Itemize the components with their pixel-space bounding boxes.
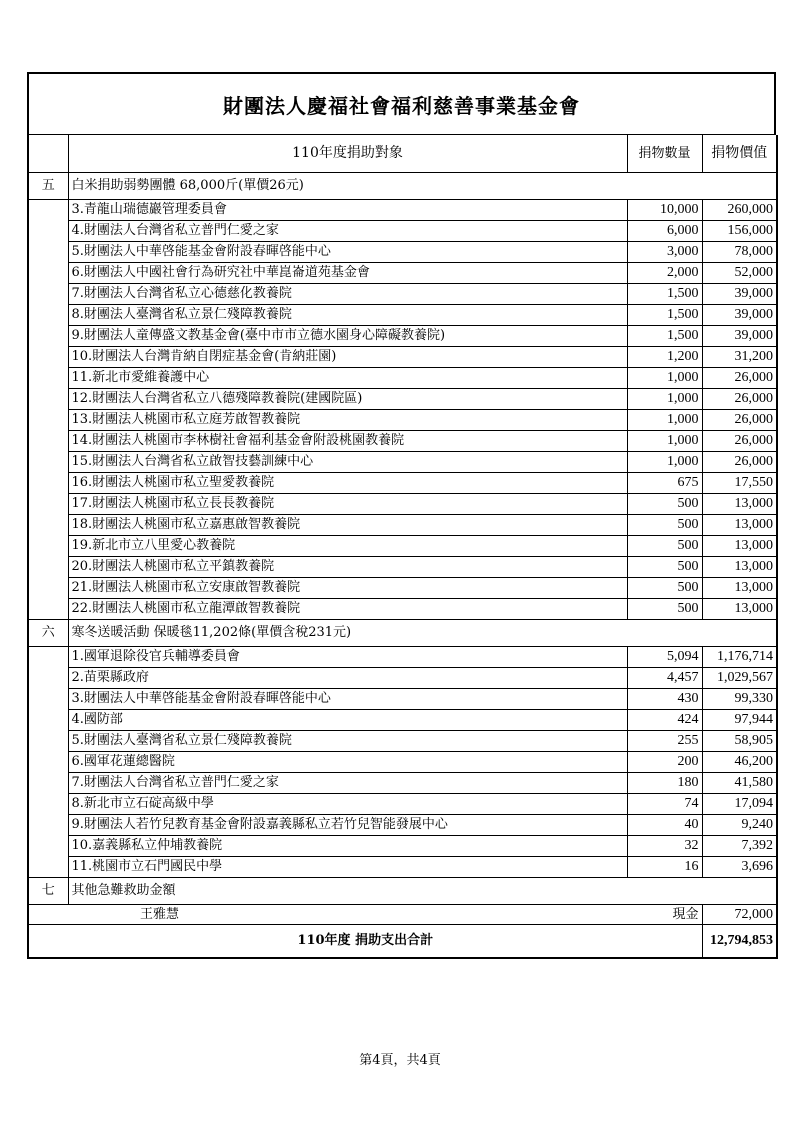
donation-value: 13,000 <box>702 514 777 535</box>
donation-value: 39,000 <box>702 325 777 346</box>
recipient-name: 22.財團法人桃園市私立龍潭啟智教養院 <box>68 598 627 619</box>
section-blank-cell <box>28 346 68 367</box>
donation-quantity: 180 <box>627 772 702 793</box>
donation-quantity: 2,000 <box>627 262 702 283</box>
table-row <box>28 388 777 409</box>
donation-quantity: 5,094 <box>627 646 702 667</box>
donation-quantity: 40 <box>627 814 702 835</box>
section-blank-cell <box>28 493 68 514</box>
recipient-name: 7.財團法人台灣省私立心德慈化教養院 <box>68 283 627 304</box>
table-row <box>28 514 777 535</box>
section-row <box>28 877 777 904</box>
header-section-cell <box>28 135 68 172</box>
section-blank-cell <box>28 772 68 793</box>
donation-quantity: 1,000 <box>627 388 702 409</box>
section-blank-cell <box>28 751 68 772</box>
donation-value: 58,905 <box>702 730 777 751</box>
section-number: 五 <box>28 172 68 199</box>
section-blank-cell <box>28 388 68 409</box>
section-blank-cell <box>28 451 68 472</box>
recipient-name: 10.嘉義縣私立仲埔教養院 <box>68 835 627 856</box>
recipient-name: 11.新北市愛維養護中心 <box>68 367 627 388</box>
recipient-name: 3.青龍山瑞德巖管理委員會 <box>68 199 627 220</box>
donation-quantity: 430 <box>627 688 702 709</box>
recipient-name: 1.國軍退除役官兵輔導委員會 <box>68 646 627 667</box>
donation-value: 78,000 <box>702 241 777 262</box>
donation-value: 1,029,567 <box>702 667 777 688</box>
section-label: 白米捐助弱勢團體 68,000斤(單價26元) <box>68 172 777 199</box>
table-header-row <box>28 135 777 172</box>
recipient-name: 5.財團法人臺灣省私立景仁殘障教養院 <box>68 730 627 751</box>
donation-quantity: 6,000 <box>627 220 702 241</box>
section-blank-cell <box>28 598 68 619</box>
recipient-name: 5.財團法人中華啓能基金會附設春暉啓能中心 <box>68 241 627 262</box>
table-row <box>28 835 777 856</box>
section-number: 七 <box>28 877 68 904</box>
total-row <box>28 924 777 958</box>
section-blank-cell <box>28 535 68 556</box>
header-object: 110年度捐助對象 <box>68 135 627 172</box>
donation-value: 13,000 <box>702 577 777 598</box>
donation-value: 3,696 <box>702 856 777 877</box>
donation-quantity: 16 <box>627 856 702 877</box>
recipient-name: 17.財團法人桃園市私立長長教養院 <box>68 493 627 514</box>
donation-value: 17,094 <box>702 793 777 814</box>
table-row <box>28 451 777 472</box>
donation-quantity: 1,000 <box>627 367 702 388</box>
table-row <box>28 646 777 667</box>
table-row <box>28 220 777 241</box>
donation-quantity: 1,000 <box>627 409 702 430</box>
recipient-name: 3.財團法人中華啓能基金會附設春暉啓能中心 <box>68 688 627 709</box>
table-row <box>28 598 777 619</box>
donation-quantity: 675 <box>627 472 702 493</box>
section-blank-cell <box>28 709 68 730</box>
recipient-name: 9.財團法人若竹兒教育基金會附設嘉義縣私立若竹兒智能發展中心 <box>68 814 627 835</box>
table-row <box>28 667 777 688</box>
section-blank-cell <box>28 688 68 709</box>
section-blank-cell <box>28 514 68 535</box>
donation-value: 41,580 <box>702 772 777 793</box>
section-blank-cell <box>28 730 68 751</box>
section-blank-cell <box>28 304 68 325</box>
donation-value: 26,000 <box>702 388 777 409</box>
section-label: 寒冬送暖活動 保暖毯11,202條(單價含稅231元) <box>68 619 777 646</box>
recipient-name: 15.財團法人台灣省私立啟智技藝訓練中心 <box>68 451 627 472</box>
section-blank-cell <box>28 556 68 577</box>
donation-quantity: 74 <box>627 793 702 814</box>
section-row <box>28 172 777 199</box>
recipient-name: 7.財團法人台灣省私立普門仁愛之家 <box>68 772 627 793</box>
section-blank-cell <box>28 325 68 346</box>
header-quantity: 捐物數量 <box>627 135 702 172</box>
donation-quantity: 255 <box>627 730 702 751</box>
table-row <box>28 199 777 220</box>
section-label: 其他急難救助金額 <box>68 877 777 904</box>
donation-value: 72,000 <box>702 904 777 924</box>
section-blank-cell <box>28 472 68 493</box>
recipient-name: 20.財團法人桃園市私立平鎮教養院 <box>68 556 627 577</box>
donation-quantity: 500 <box>627 535 702 556</box>
section-blank-cell <box>28 262 68 283</box>
recipient-name: 2.苗栗縣政府 <box>68 667 627 688</box>
donation-value: 13,000 <box>702 535 777 556</box>
recipient-name: 8.財團法人臺灣省私立景仁殘障教養院 <box>68 304 627 325</box>
donation-value: 26,000 <box>702 451 777 472</box>
donation-value: 46,200 <box>702 751 777 772</box>
table-row <box>28 409 777 430</box>
table-row <box>28 283 777 304</box>
table-row <box>28 241 777 262</box>
donation-value: 1,176,714 <box>702 646 777 667</box>
donation-quantity: 500 <box>627 556 702 577</box>
donation-quantity: 500 <box>627 514 702 535</box>
donation-value: 26,000 <box>702 430 777 451</box>
header-value: 捐物價值 <box>702 135 777 172</box>
recipient-name: 4.國防部 <box>68 709 627 730</box>
table-row <box>28 709 777 730</box>
section-blank-cell <box>28 646 68 667</box>
section-blank-cell <box>28 283 68 304</box>
donation-quantity: 424 <box>627 709 702 730</box>
section-blank-cell <box>28 814 68 835</box>
table-row <box>28 367 777 388</box>
recipient-name: 13.財團法人桃園市私立庭芳啟智教養院 <box>68 409 627 430</box>
donation-quantity: 32 <box>627 835 702 856</box>
donation-value: 99,330 <box>702 688 777 709</box>
table-row <box>28 304 777 325</box>
section-blank-cell <box>28 430 68 451</box>
donation-quantity: 1,500 <box>627 325 702 346</box>
donation-value: 39,000 <box>702 283 777 304</box>
donation-quantity: 200 <box>627 751 702 772</box>
recipient-name: 9.財團法人童傳盛文教基金會(臺中市市立德水園身心障礙教養院) <box>68 325 627 346</box>
table-row <box>28 577 777 598</box>
donation-quantity: 500 <box>627 598 702 619</box>
donation-value: 13,000 <box>702 598 777 619</box>
section-blank-cell <box>28 793 68 814</box>
donation-quantity: 1,500 <box>627 283 702 304</box>
section-blank-cell <box>28 667 68 688</box>
donation-type: 現金 <box>627 904 702 924</box>
section-number: 六 <box>28 619 68 646</box>
donation-quantity: 1,200 <box>627 346 702 367</box>
donation-value: 13,000 <box>702 556 777 577</box>
recipient-name: 19.新北市立八里愛心教養院 <box>68 535 627 556</box>
table-row <box>28 904 777 924</box>
donation-table <box>27 135 778 959</box>
table-row <box>28 430 777 451</box>
donation-value: 26,000 <box>702 367 777 388</box>
section-blank-cell <box>28 220 68 241</box>
donation-value: 52,000 <box>702 262 777 283</box>
recipient-name: 16.財團法人桃園市私立聖愛教養院 <box>68 472 627 493</box>
recipient-name: 6.財團法人中國社會行為研究社中華崑崙道苑基金會 <box>68 262 627 283</box>
section-blank-cell <box>28 241 68 262</box>
donation-quantity: 3,000 <box>627 241 702 262</box>
recipient-name: 11.桃園市立石門國民中學 <box>68 856 627 877</box>
donation-quantity: 10,000 <box>627 199 702 220</box>
section-blank-cell <box>28 409 68 430</box>
donation-quantity: 1,000 <box>627 430 702 451</box>
table-row <box>28 556 777 577</box>
page-title: 財團法人慶福社會福利慈善事業基金會 <box>27 72 776 135</box>
donation-quantity: 1,500 <box>627 304 702 325</box>
table-row <box>28 346 777 367</box>
donation-sheet <box>27 72 776 959</box>
recipient-name: 18.財團法人桃園市私立嘉惠啟智教養院 <box>68 514 627 535</box>
recipient-name: 10.財團法人台灣肯納自閉症基金會(肯納莊園) <box>68 346 627 367</box>
recipient-name: 21.財團法人桃園市私立安康啟智教養院 <box>68 577 627 598</box>
recipient-name: 8.新北市立石碇高級中學 <box>68 793 627 814</box>
section-blank-cell <box>28 577 68 598</box>
section-blank-cell <box>28 199 68 220</box>
donation-value: 17,550 <box>702 472 777 493</box>
table-row <box>28 493 777 514</box>
table-row <box>28 856 777 877</box>
donation-value: 26,000 <box>702 409 777 430</box>
donation-quantity: 500 <box>627 577 702 598</box>
table-row <box>28 772 777 793</box>
donation-value: 9,240 <box>702 814 777 835</box>
donation-value: 13,000 <box>702 493 777 514</box>
recipient-name: 王雅慧 <box>140 906 180 922</box>
donation-value: 97,944 <box>702 709 777 730</box>
table-row <box>28 751 777 772</box>
donation-value: 7,392 <box>702 835 777 856</box>
donation-quantity: 1,000 <box>627 451 702 472</box>
total-label: 110年度 捐助支出合計 <box>28 924 702 958</box>
recipient-name: 4.財團法人台灣省私立普門仁愛之家 <box>68 220 627 241</box>
section-blank-cell <box>28 835 68 856</box>
recipient-name: 6.國軍花蓮總醫院 <box>68 751 627 772</box>
table-row <box>28 688 777 709</box>
donation-value: 39,000 <box>702 304 777 325</box>
total-value: 12,794,853 <box>702 924 777 958</box>
donation-value: 260,000 <box>702 199 777 220</box>
table-row <box>28 535 777 556</box>
donation-value: 31,200 <box>702 346 777 367</box>
page-footer: 第4頁，共4頁 <box>359 1053 441 1068</box>
donation-quantity: 4,457 <box>627 667 702 688</box>
table-row <box>28 325 777 346</box>
recipient-name: 14.財團法人桃園市李林樹社會福利基金會附設桃園教養院 <box>68 430 627 451</box>
recipient-name: 12.財團法人台灣省私立八德殘障教養院(建國院區) <box>68 388 627 409</box>
table-row <box>28 262 777 283</box>
donation-value: 156,000 <box>702 220 777 241</box>
table-row <box>28 472 777 493</box>
section-row <box>28 619 777 646</box>
section-blank-cell <box>28 904 68 924</box>
section-blank-cell <box>28 367 68 388</box>
donation-quantity: 500 <box>627 493 702 514</box>
table-row <box>28 793 777 814</box>
section-blank-cell <box>28 856 68 877</box>
table-row <box>28 814 777 835</box>
table-row <box>28 730 777 751</box>
